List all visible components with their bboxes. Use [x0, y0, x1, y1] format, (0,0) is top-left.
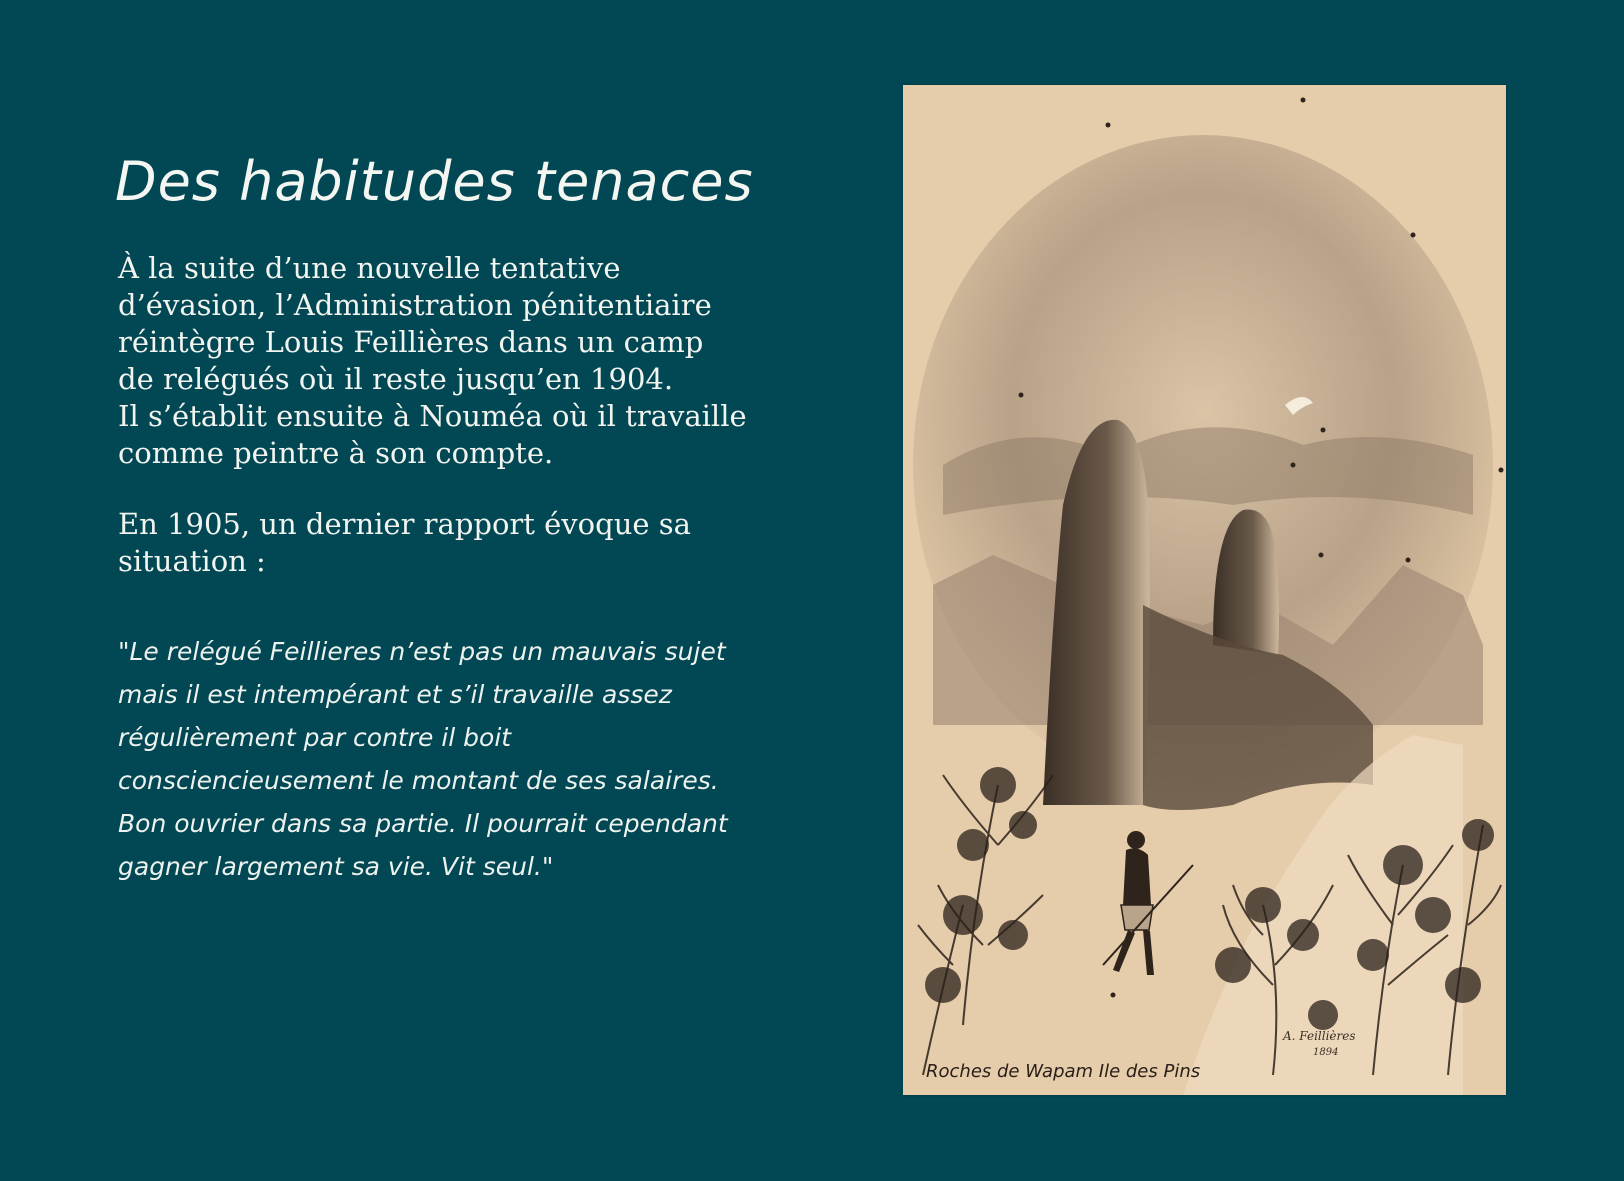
- paragraph-line: réintègre Louis Feillières dans un camp: [118, 325, 704, 359]
- quote-line: régulièrement par contre il boit: [118, 723, 512, 752]
- quote-line: consciencieusement le montant de ses salaires.: [118, 766, 719, 795]
- paragraph-line: À la suite d’une nouvelle tentative: [118, 251, 621, 285]
- paragraph-line: situation :: [118, 544, 266, 578]
- quote-line: Bon ouvrier dans sa partie. Il pourrait cependant: [118, 809, 728, 838]
- page-title: Des habitudes tenaces: [115, 150, 754, 213]
- intro-paragraph: [118, 250, 798, 472]
- paragraph-line: comme peintre à son compte.: [118, 436, 554, 470]
- quote-line: gagner largement sa vie. Vit seul.": [118, 852, 554, 881]
- paragraph-line: Il s’établit ensuite à Nouméa où il travaille: [118, 399, 747, 433]
- paragraph-line: de relégués où il reste jusqu’en 1904.: [118, 362, 674, 396]
- paragraph-line: d’évasion, l’Administration pénitentiaire: [118, 288, 712, 322]
- svg-text:1894: 1894: [1313, 1047, 1339, 1058]
- painting-caption: Roches de Wapam Ile des Pins: [926, 1061, 1201, 1082]
- quote-line: "Le relégué Feillieres n’est pas un mauvais sujet: [118, 637, 726, 666]
- report-quote: [118, 630, 778, 888]
- sepia-painting: [903, 85, 1506, 1095]
- painting-illustration: [903, 85, 1506, 1095]
- painting-signature: A. Feillières: [1283, 1029, 1356, 1043]
- paragraph-line: En 1905, un dernier rapport évoque sa: [118, 507, 691, 541]
- report-intro-paragraph: [118, 506, 798, 580]
- quote-line: mais il est intempérant et s’il travaille assez: [118, 680, 672, 709]
